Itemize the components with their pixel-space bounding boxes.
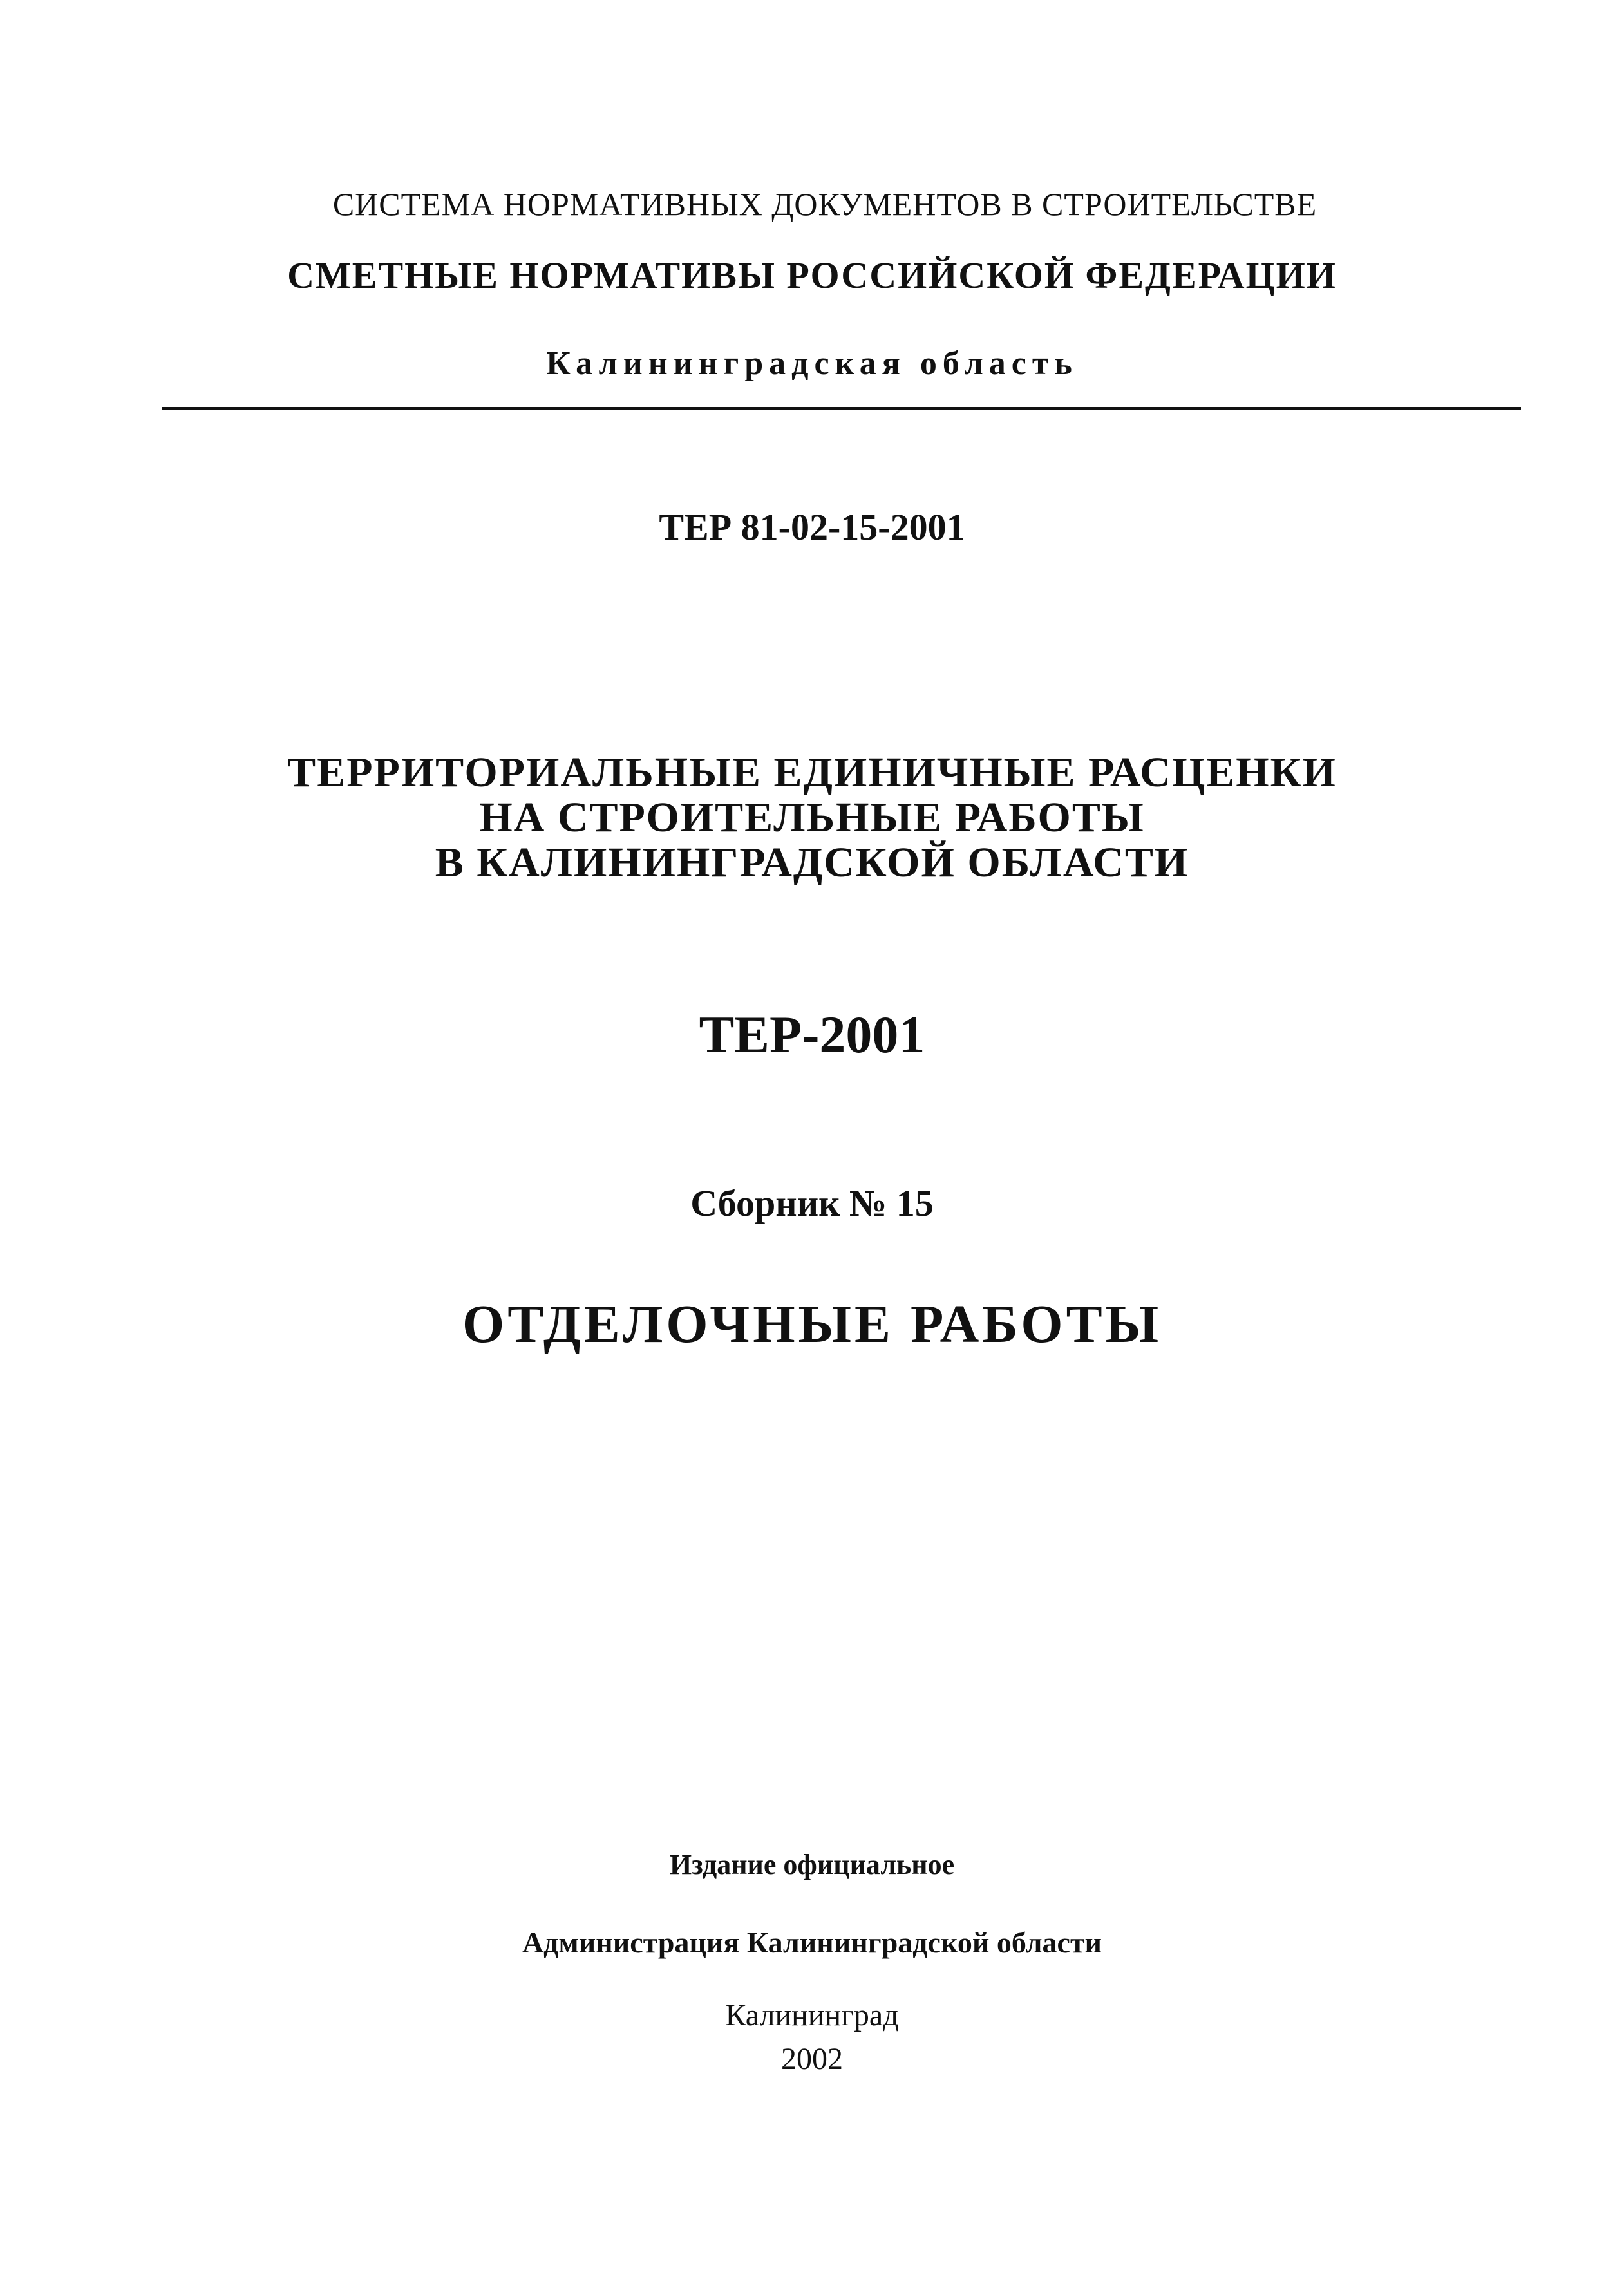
section-title: ОТДЕЛОЧНЫЕ РАБОТЫ: [462, 1294, 1162, 1354]
collection-number: Сборник № 15: [690, 1182, 934, 1224]
title-line: ТЕРРИТОРИАЛЬНЫЕ ЕДИНИЧНЫЕ РАСЦЕНКИ: [287, 749, 1337, 796]
publisher: Администрация Калининградской области: [522, 1926, 1102, 1959]
edition-note: Издание официальное: [669, 1849, 955, 1880]
header-divider: [162, 407, 1521, 410]
publication-city: Калининград: [725, 1998, 899, 2032]
system-heading: СИСТЕМА НОРМАТИВНЫХ ДОКУМЕНТОВ В СТРОИТЕЛЬСТВЕ: [332, 186, 1317, 222]
document-code: ТЕР 81-02-15-2001: [659, 506, 965, 548]
document-abbreviation: ТЕР-2001: [699, 1005, 925, 1064]
norms-heading: СМЕТНЫЕ НОРМАТИВЫ РОССИЙСКОЙ ФЕДЕРАЦИИ: [287, 254, 1337, 296]
title-line: НА СТРОИТЕЛЬНЫЕ РАБОТЫ: [479, 794, 1145, 841]
region-heading: Калининградская область: [546, 345, 1078, 382]
document-title: [0, 750, 1624, 885]
publication-year: 2002: [781, 2042, 843, 2076]
title-line: В КАЛИНИНГРАДСКОЙ ОБЛАСТИ: [435, 839, 1189, 886]
